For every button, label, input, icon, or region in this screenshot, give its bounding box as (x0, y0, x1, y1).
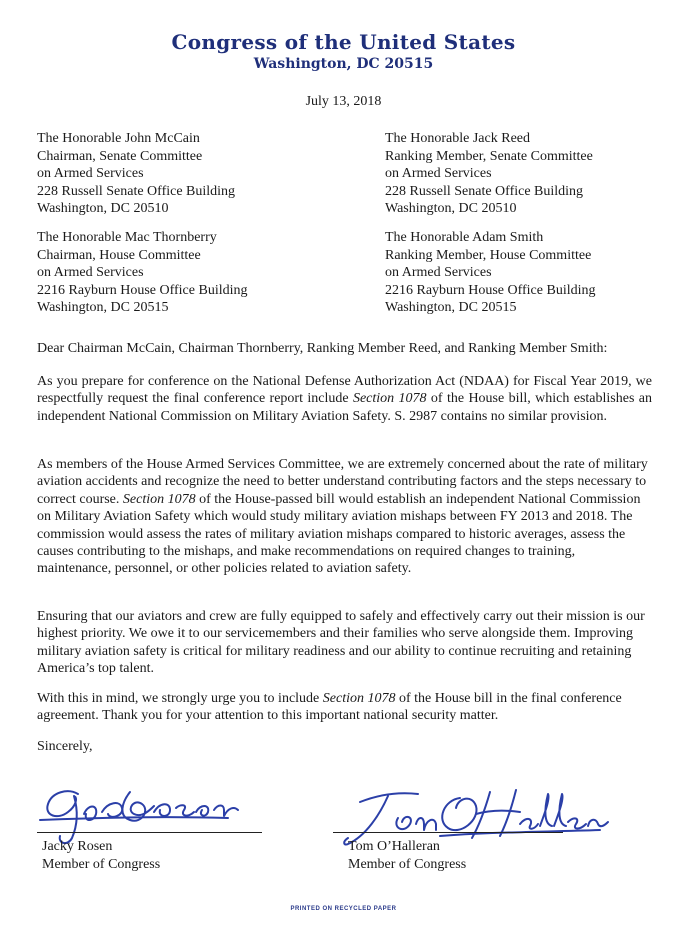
paragraph-text: As members of the House Armed Services Committee, we are extremely concerned about the rate of military aviation accidents and recognize the need to better understand contributing factors and the steps necessary to correct course. (37, 457, 648, 507)
signer-title: Member of Congress (42, 856, 161, 872)
signer-name: Tom O’Halleran (348, 839, 440, 854)
addressee-line: Washington, DC 20515 (37, 300, 169, 315)
addressee-line: on Armed Services (37, 166, 144, 181)
addressee-block (37, 229, 248, 317)
addressee-line: Chairman, House Committee (37, 247, 201, 263)
letterhead-subtitle: Washington, DC 20515 (253, 56, 434, 72)
body-paragraph (37, 456, 652, 578)
addressee-line: on Armed Services (37, 265, 144, 280)
paragraph-text: of the House bill, which establishes an independent National Commission on Military Aviation Safety. S. 2987 contains no similar provision. (37, 391, 652, 424)
addressee-line: Ranking Member, House Committee (385, 247, 592, 263)
addressee-line: Washington, DC 20510 (37, 201, 169, 216)
addressee-block (385, 229, 596, 317)
letterhead-title: Congress of the United States (171, 30, 516, 54)
signer-block (42, 838, 160, 873)
salutation: Dear Chairman McCain, Chairman Thornberry, Ranking Member Reed, and Ranking Member Smith: (37, 341, 608, 356)
section-reference: Section 1078 (352, 391, 427, 407)
closing: Sincerely, (37, 739, 93, 754)
addressee-line: The Honorable Jack Reed (385, 131, 530, 146)
addressee-block (385, 130, 593, 218)
recycled-paper-footer: PRINTED ON RECYCLED PAPER (290, 906, 397, 912)
signer-block (348, 838, 466, 873)
paragraph-text: As you prepare for conference on the National Defense Authorization Act (NDAA) for Fiscal Year 2019, we respectfully request the final conference report include (37, 374, 652, 407)
addressee-line: The Honorable Mac Thornberry (37, 230, 217, 245)
paragraph-text: With this in mind, we strongly urge you to include (37, 691, 323, 706)
addressee-line: Washington, DC 20515 (385, 300, 517, 315)
paragraph-text: of the House bill in the final conference agreement. Thank you for your attention to this important national security matter. (37, 691, 622, 724)
body-paragraph (37, 373, 652, 425)
addressee-line: on Armed Services (385, 265, 492, 280)
signer-name: Jacky Rosen (42, 839, 113, 854)
section-reference: Section 1078 (322, 691, 396, 706)
addressee-line: 228 Russell Senate Office Building (37, 183, 236, 199)
addressee-line: The Honorable Adam Smith (385, 230, 544, 245)
addressee-line: Ranking Member, Senate Committee (385, 148, 593, 164)
signer-title: Member of Congress (348, 856, 467, 872)
paragraph-text: of the House-passed bill would establish an independent National Commission on Military Aviation Safety which would study military aviation mishaps between FY 2013 and 2018. The commission would assess the rates of military aviation mishaps compared to historic averages, assess the causes contributing to the mishaps, and make recommendations on required changes to training, maintenance, personnel, or other policies related to aviation safety. (37, 491, 641, 577)
body-paragraph (37, 690, 652, 725)
addressee-line: 228 Russell Senate Office Building (385, 183, 584, 199)
letterhead (0, 30, 687, 72)
signature-line (333, 832, 563, 833)
addressee-line: The Honorable John McCain (37, 131, 200, 146)
addressee-line: Washington, DC 20510 (385, 201, 517, 216)
signature-line (37, 832, 262, 833)
addressee-line: 2216 Rayburn House Office Building (385, 282, 596, 298)
body-paragraph: Ensuring that our aviators and crew are fully equipped to safely and effectively carry out their mission is our highest priority. We owe it to our servicemembers and their families who serve alongside them. Improving military aviation safety is critical for military readiness and our ability to continue recruiting and retaining America’s top talent. (37, 609, 645, 677)
addressee-line: 2216 Rayburn House Office Building (37, 282, 248, 298)
addressee-block (37, 130, 235, 218)
addressee-line: on Armed Services (385, 166, 492, 181)
section-reference: Section 1078 (122, 491, 196, 507)
addressee-line: Chairman, Senate Committee (37, 148, 203, 164)
letter-date: July 13, 2018 (305, 94, 382, 109)
